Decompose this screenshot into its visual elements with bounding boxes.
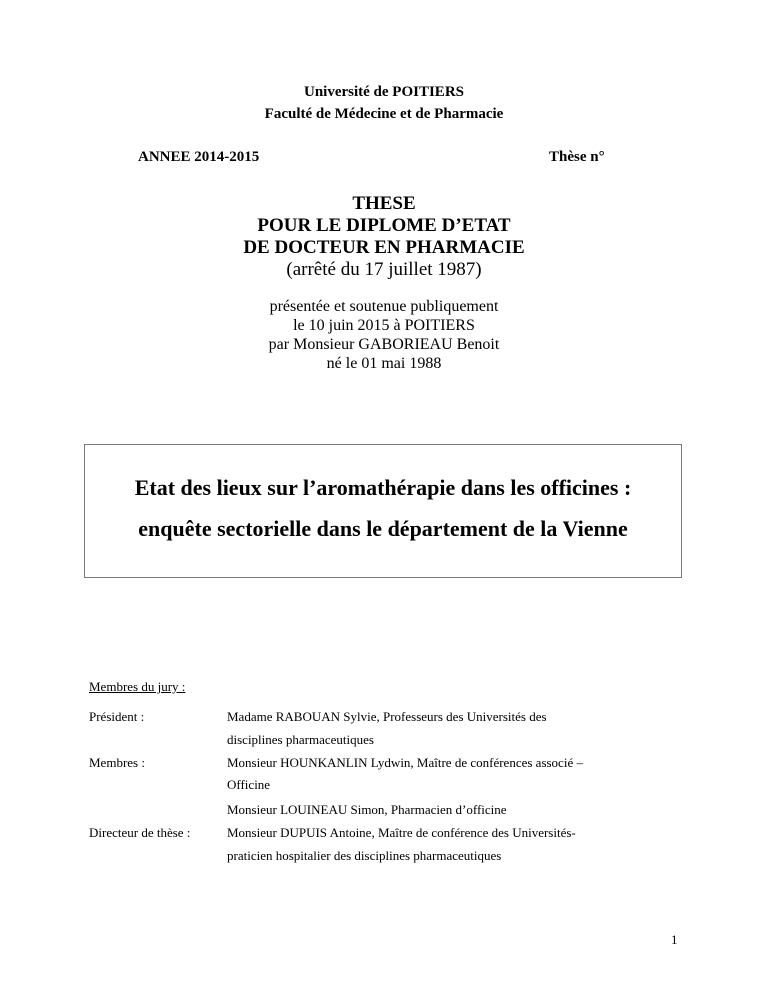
diploma-line: POUR LE DIPLOME D’ETAT — [257, 215, 511, 236]
author-line: par Monsieur GABORIEAU Benoit — [268, 336, 500, 353]
birth-date-line: né le 01 mai 1988 — [326, 355, 442, 372]
faculty-name: Faculté de Médecine et de Pharmacie — [264, 106, 504, 122]
subject-title-box — [84, 444, 682, 578]
decree-line: (arrêté du 17 juillet 1987) — [286, 259, 482, 280]
university-name: Université de POITIERS — [303, 84, 464, 100]
thesis-heading: THESE — [352, 193, 416, 214]
jury-member-1-discipline: Officine — [227, 777, 271, 792]
jury-director-discipline: praticien hospitalier des disciplines pharmaceutiques — [227, 848, 502, 863]
jury-member-2-name: Monsieur LOUINEAU Simon, Pharmacien d’officine — [227, 802, 507, 817]
jury-role-director: Directeur de thèse : — [89, 825, 191, 840]
subject-title-line-2: enquête sectorielle dans le département de la Vienne — [138, 516, 628, 541]
page-number: 1 — [671, 932, 678, 947]
presentation-line: présentée et soutenue publiquement — [269, 298, 499, 315]
thesis-number-label: Thèse n° — [549, 149, 605, 165]
jury-heading: Membres du jury : — [89, 679, 186, 694]
jury-role-members: Membres : — [89, 755, 145, 770]
jury-president-name: Madame RABOUAN Sylvie, Professeurs des Universités des — [227, 709, 547, 724]
jury-role-president: Président : — [89, 709, 145, 724]
degree-line: DE DOCTEUR EN PHARMACIE — [243, 237, 525, 258]
subject-title-line-1: Etat des lieux sur l’aromathérapie dans les officines : — [134, 475, 632, 500]
defense-date-line: le 10 juin 2015 à POITIERS — [293, 317, 475, 334]
jury-member-1-name: Monsieur HOUNKANLIN Lydwin, Maître de conférences associé – — [227, 755, 583, 770]
academic-year: ANNEE 2014-2015 — [138, 149, 260, 165]
jury-president-discipline: disciplines pharmaceutiques — [227, 732, 374, 747]
jury-director-name: Monsieur DUPUIS Antoine, Maître de conférence des Universités- — [227, 825, 576, 840]
